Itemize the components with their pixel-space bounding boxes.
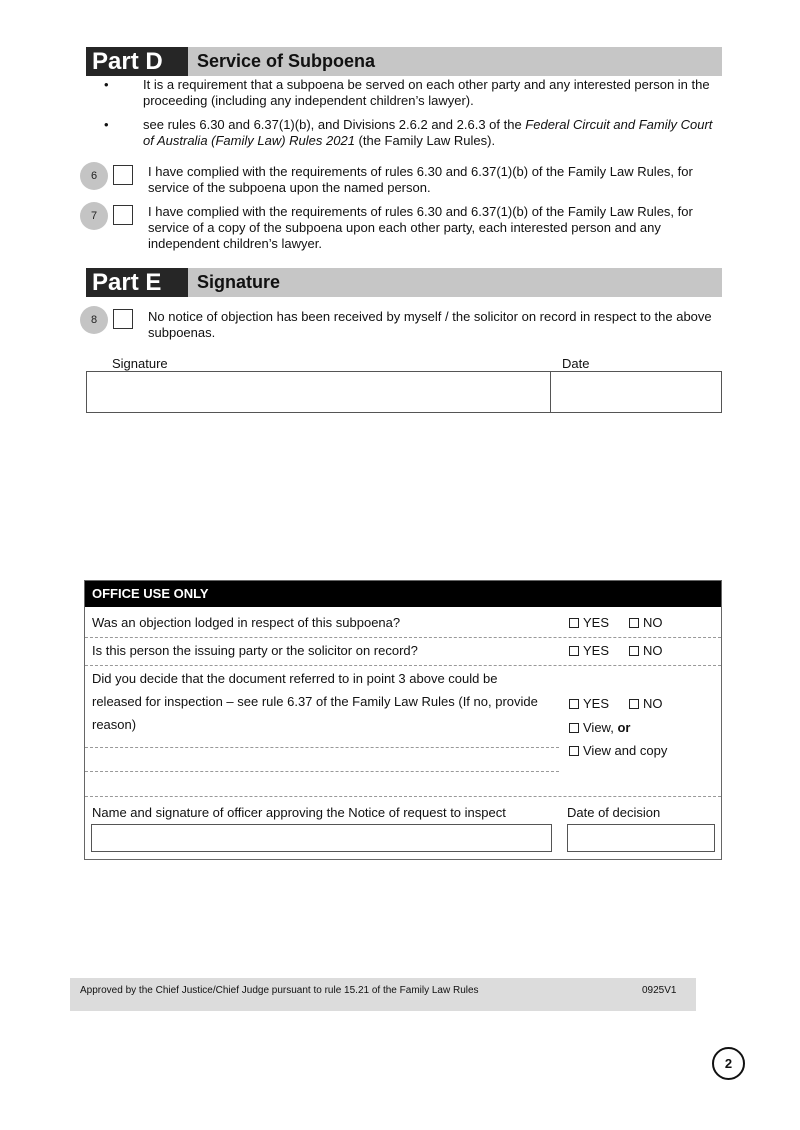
- officer-approval-label: Name and signature of officer approving the Notice of request to inspect: [92, 805, 506, 820]
- date-label: Date: [562, 356, 590, 371]
- bullet-dot: •: [104, 77, 109, 92]
- office-question-inspection-line-3: reason): [92, 717, 137, 732]
- item-6-checkbox[interactable]: [113, 165, 133, 185]
- item-8-checkbox[interactable]: [113, 309, 133, 329]
- q1-yes-option[interactable]: YES: [569, 615, 609, 631]
- office-use-panel: [84, 580, 722, 860]
- checkbox-icon: [629, 699, 639, 709]
- checkbox-icon: [569, 646, 579, 656]
- office-question-issuing-party: Is this person the issuing party or the solicitor on record?: [92, 643, 418, 658]
- item-number: 8: [80, 306, 108, 334]
- part-d-header: [86, 47, 722, 76]
- checkbox-icon: [569, 618, 579, 628]
- date-field[interactable]: [551, 372, 721, 412]
- approval-text: Approved by the Chief Justice/Chief Judge pursuant to rule 15.21 of the Family Law Rules: [80, 985, 479, 996]
- q3-view-and-copy-option[interactable]: View and copy: [569, 743, 667, 759]
- q1-no-option[interactable]: NO: [629, 615, 663, 631]
- row-divider: [85, 796, 721, 797]
- form-code: 0925V1: [642, 985, 677, 996]
- q2-no-option[interactable]: NO: [629, 643, 663, 659]
- q3-yes-option[interactable]: YES: [569, 696, 609, 712]
- checkbox-icon: [629, 646, 639, 656]
- page-number: 2: [712, 1047, 745, 1080]
- row-divider: [85, 637, 721, 638]
- item-8-text: No notice of objection has been received by myself / the solicitor on record in respect to the above subpoenas.: [148, 309, 712, 340]
- bullet-dot: •: [104, 117, 109, 132]
- officer-signature-field[interactable]: [91, 824, 552, 852]
- office-question-objection: Was an objection lodged in respect of this subpoena?: [92, 615, 401, 630]
- checkbox-icon: [629, 618, 639, 628]
- footer-bar: [70, 978, 696, 1011]
- office-question-inspection-line-1: Did you decide that the document referred to in point 3 above could be: [92, 671, 498, 686]
- item-7-checkbox[interactable]: [113, 205, 133, 225]
- row-divider: [85, 665, 721, 666]
- checkbox-icon: [569, 723, 579, 733]
- checkbox-icon: [569, 746, 579, 756]
- date-of-decision-label: Date of decision: [567, 805, 661, 820]
- office-question-inspection-line-2: released for inspection – see rule 6.37 of the Family Law Rules (If no, provide: [92, 694, 538, 709]
- date-of-decision-field[interactable]: [567, 824, 715, 852]
- part-e-tab: Part E: [86, 268, 188, 297]
- item-number: 7: [80, 202, 108, 230]
- signature-row: [86, 371, 722, 413]
- signature-field[interactable]: [87, 372, 551, 412]
- q2-yes-option[interactable]: YES: [569, 643, 609, 659]
- bullet-text: It is a requirement that a subpoena be served on each other party and any interested person in the proceeding (including any independent children’s lawyer).: [143, 77, 710, 108]
- q3-no-option[interactable]: NO: [629, 696, 663, 712]
- q3-view-option[interactable]: View, or: [569, 720, 630, 736]
- bullet-text: see rules 6.30 and 6.37(1)(b), and Divisions 2.6.2 and 2.6.3 of the Federal Circuit and Family Court of Australia (Family Law) Rules 2021 (the Family Law Rules).: [143, 117, 713, 148]
- signature-label: Signature: [112, 356, 168, 371]
- checkbox-icon: [569, 699, 579, 709]
- item-7-text: I have complied with the requirements of rules 6.30 and 6.37(1)(b) of the Family Law Rules, for service of a copy of the subpoena upon each other party, each interested person and any independent children’s lawyer.: [148, 204, 693, 251]
- reason-line-1[interactable]: [85, 747, 559, 748]
- part-e-title: Signature: [188, 268, 722, 297]
- part-e-header: [86, 268, 722, 297]
- office-heading: OFFICE USE ONLY: [85, 581, 721, 607]
- part-d-tab: Part D: [86, 47, 188, 76]
- item-6-text: I have complied with the requirements of rules 6.30 and 6.37(1)(b) of the Family Law Rules, for service of the subpoena upon the named person.: [148, 164, 693, 195]
- item-number: 6: [80, 162, 108, 190]
- reason-line-2[interactable]: [85, 771, 559, 772]
- part-d-title: Service of Subpoena: [188, 47, 722, 76]
